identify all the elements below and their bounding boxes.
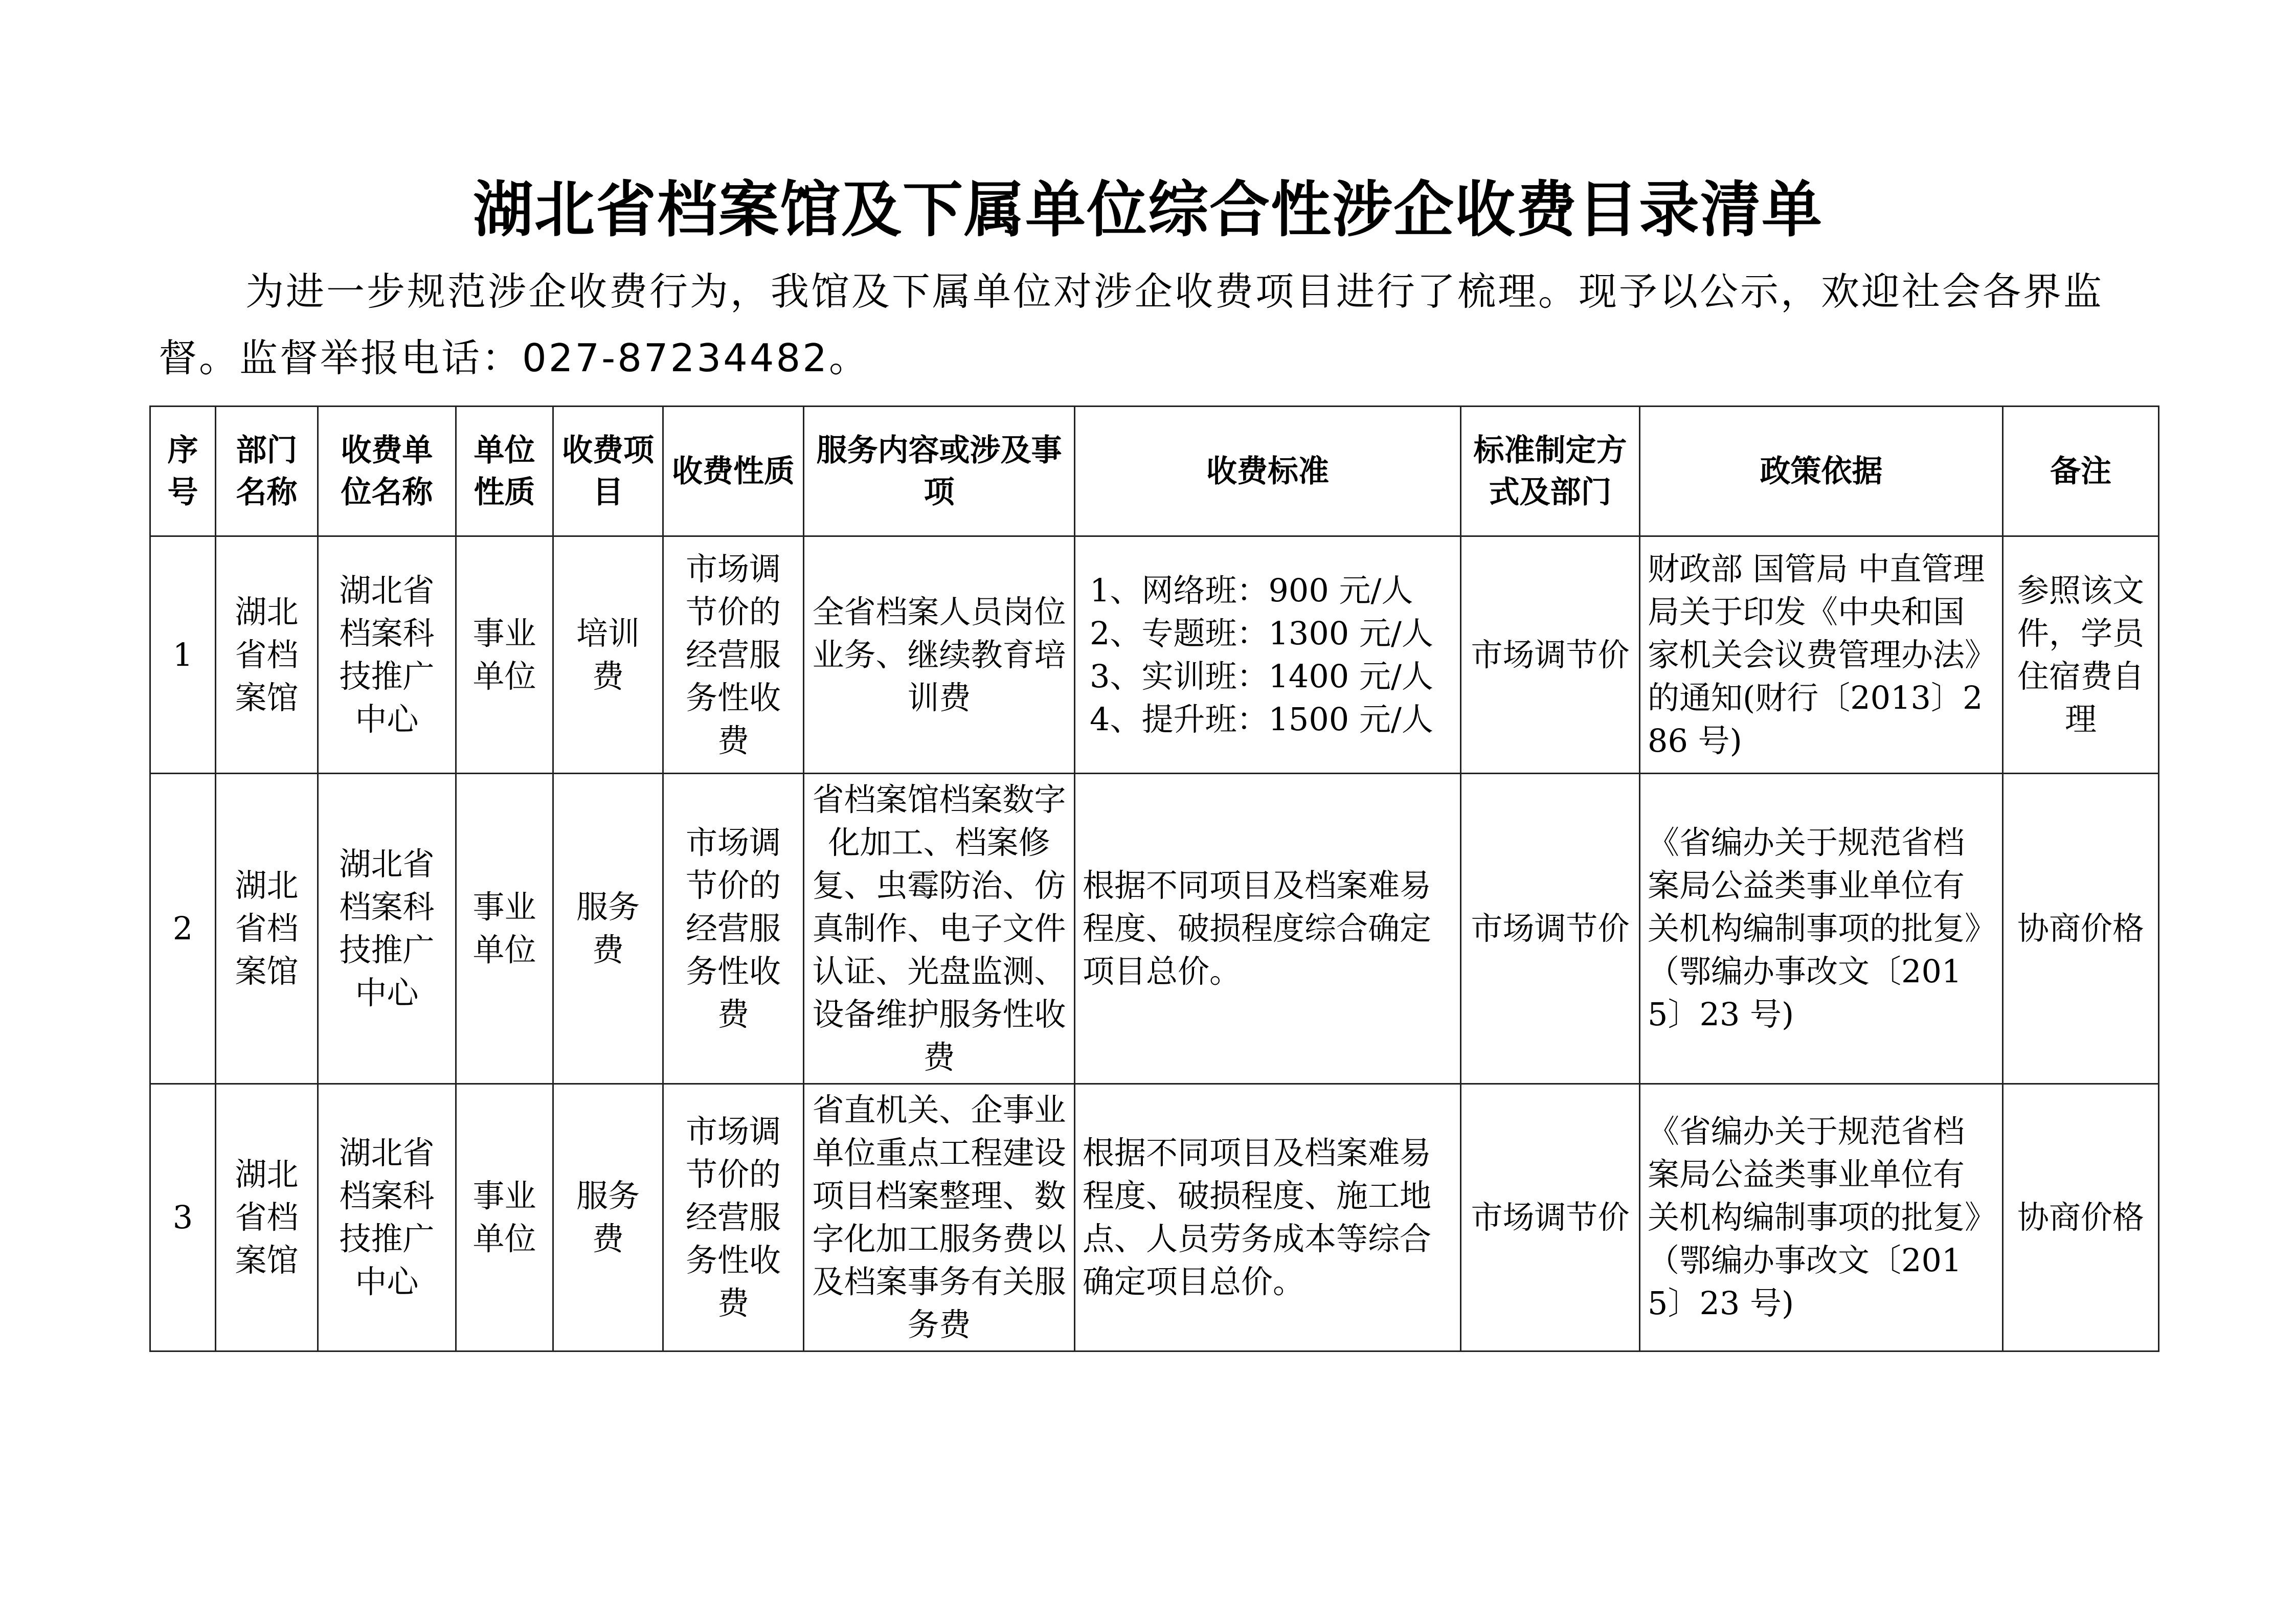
cell-item: 服务费 bbox=[553, 774, 663, 1084]
header-seq: 序号 bbox=[150, 407, 216, 536]
intro-paragraph: 为进一步规范涉企收费行为，我馆及下属单位对涉企收费项目进行了梳理。现予以公示，欢迎社会各界监督。监督举报电话：027-87234482。 bbox=[159, 269, 2104, 380]
header-unit: 收费单位名称 bbox=[318, 407, 456, 536]
cell-method: 市场调节价 bbox=[1461, 1084, 1640, 1351]
cell-service: 全省档案人员岗位业务、继续教育培训费 bbox=[804, 536, 1075, 774]
cell-dept: 湖北省档案馆 bbox=[216, 1084, 318, 1351]
cell-method: 市场调节价 bbox=[1461, 536, 1640, 774]
cell-unit: 湖北省档案科技推广中心 bbox=[318, 536, 456, 774]
cell-remark: 协商价格 bbox=[2003, 1084, 2159, 1351]
header-service: 服务内容或涉及事项 bbox=[804, 407, 1075, 536]
table-row bbox=[150, 536, 2159, 774]
cell-nature: 事业单位 bbox=[456, 536, 553, 774]
cell-fee-nature: 市场调节价的经营服务性收费 bbox=[663, 536, 804, 774]
cell-seq: 3 bbox=[150, 1084, 216, 1351]
cell-nature: 事业单位 bbox=[456, 774, 553, 1084]
document-title: 湖北省档案馆及下属单位综合性涉企收费目录清单 bbox=[472, 174, 1823, 245]
fee-catalog-table bbox=[149, 405, 2159, 1352]
standard-line: 3、实训班：1400 元/人 bbox=[1090, 657, 1433, 695]
header-item: 收费项目 bbox=[553, 407, 663, 536]
header-method: 标准制定方式及部门 bbox=[1461, 407, 1640, 536]
cell-seq: 2 bbox=[150, 774, 216, 1084]
cell-method: 市场调节价 bbox=[1461, 774, 1640, 1084]
cell-standard: 根据不同项目及档案难易程度、破损程度、施工地点、人员劳务成本等综合确定项目总价。 bbox=[1075, 1084, 1461, 1351]
standard-line: 2、专题班：1300 元/人 bbox=[1090, 614, 1433, 652]
cell-unit: 湖北省档案科技推广中心 bbox=[318, 774, 456, 1084]
cell-service: 省直机关、企事业单位重点工程建设项目档案整理、数字化加工服务费以及档案事务有关服务费 bbox=[804, 1084, 1075, 1351]
standard-line: 1、网络班：900 元/人 bbox=[1090, 571, 1413, 609]
header-fee-nature: 收费性质 bbox=[663, 407, 804, 536]
cell-policy: 财政部 国管局 中直管理局关于印发《中央和国家机关会议费管理办法》的通知(财行〔2013〕286 号) bbox=[1640, 536, 2003, 774]
header-remark: 备注 bbox=[2003, 407, 2159, 536]
cell-fee-nature: 市场调节价的经营服务性收费 bbox=[663, 774, 804, 1084]
header-standard: 收费标准 bbox=[1075, 407, 1461, 536]
cell-seq: 1 bbox=[150, 536, 216, 774]
header-dept: 部门名称 bbox=[216, 407, 318, 536]
cell-fee-nature: 市场调节价的经营服务性收费 bbox=[663, 1084, 804, 1351]
cell-item: 培训费 bbox=[553, 536, 663, 774]
standard-line: 4、提升班：1500 元/人 bbox=[1090, 700, 1433, 738]
table-header-row bbox=[150, 407, 2159, 536]
table-row bbox=[150, 774, 2159, 1084]
header-nature: 单位性质 bbox=[456, 407, 553, 536]
table-row bbox=[150, 1084, 2159, 1351]
cell-item: 服务费 bbox=[553, 1084, 663, 1351]
cell-policy: 《省编办关于规范省档案局公益类事业单位有关机构编制事项的批复》（鄂编办事改文〔2015〕23 号) bbox=[1640, 1084, 2003, 1351]
cell-standard: 根据不同项目及档案难易程度、破损程度综合确定项目总价。 bbox=[1075, 774, 1461, 1084]
cell-nature: 事业单位 bbox=[456, 1084, 553, 1351]
cell-remark: 参照该文件，学员住宿费自理 bbox=[2003, 536, 2159, 774]
cell-remark: 协商价格 bbox=[2003, 774, 2159, 1084]
cell-policy: 《省编办关于规范省档案局公益类事业单位有关机构编制事项的批复》（鄂编办事改文〔2015〕23 号) bbox=[1640, 774, 2003, 1084]
cell-dept: 湖北省档案馆 bbox=[216, 536, 318, 774]
cell-standard bbox=[1075, 536, 1461, 774]
cell-service: 省档案馆档案数字化加工、档案修复、虫霉防治、仿真制作、电子文件认证、光盘监测、设备维护服务性收费 bbox=[804, 774, 1075, 1084]
cell-dept: 湖北省档案馆 bbox=[216, 774, 318, 1084]
cell-unit: 湖北省档案科技推广中心 bbox=[318, 1084, 456, 1351]
header-policy: 政策依据 bbox=[1640, 407, 2003, 536]
